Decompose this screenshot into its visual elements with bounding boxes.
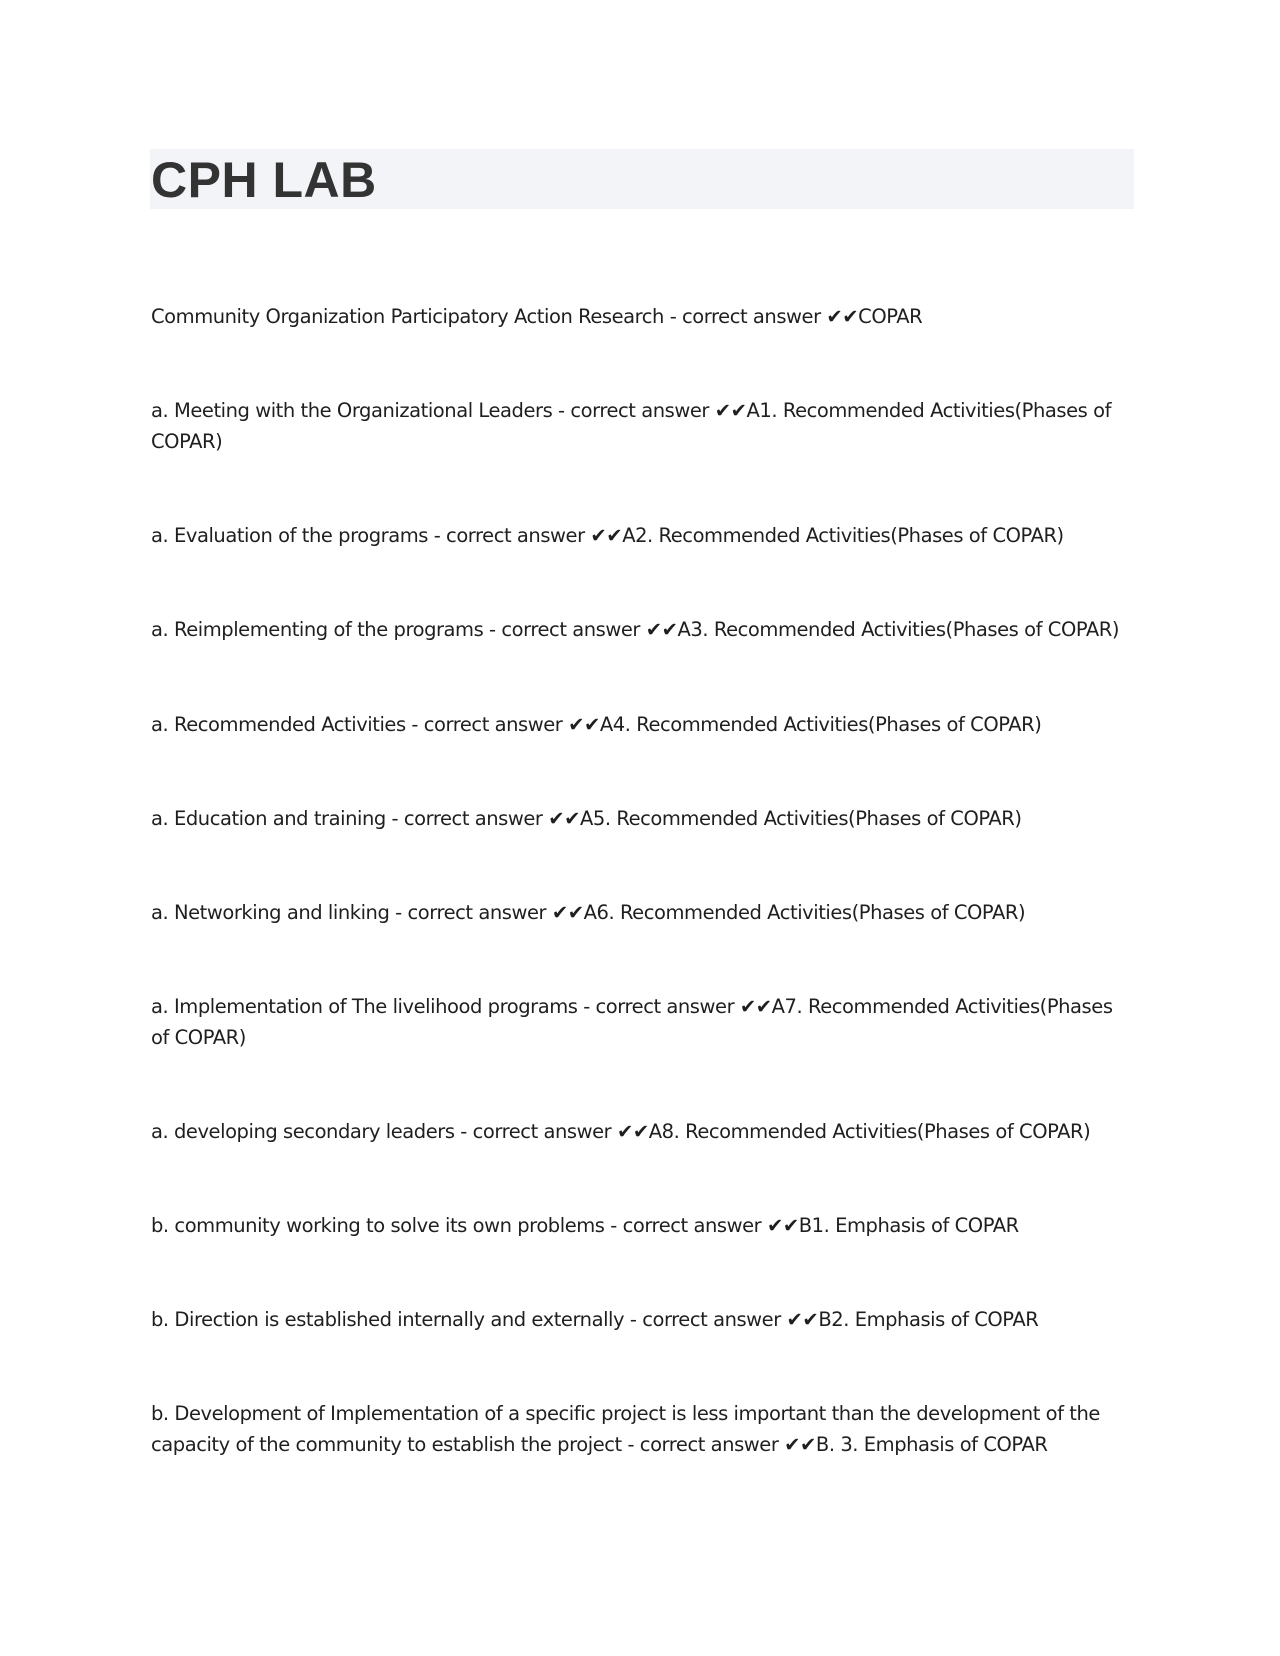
- qa-item: a. Meeting with the Organizational Leaders - correct answer ✔✔A1. Recommended Activities(Phases of COPAR): [151, 399, 1112, 453]
- qa-item: b. Development of Implementation of a specific project is less important than the development of the capacity of the community to establish the project - correct answer ✔✔B. 3. Emphasis of COPAR: [151, 1402, 1100, 1456]
- qa-item: a. developing secondary leaders - correct answer ✔✔A8. Recommended Activities(Phases of COPAR): [151, 1120, 1091, 1143]
- qa-item: a. Recommended Activities - correct answer ✔✔A4. Recommended Activities(Phases of COPAR): [151, 713, 1042, 736]
- qa-item: a. Networking and linking - correct answer ✔✔A6. Recommended Activities(Phases of COPAR): [151, 901, 1026, 924]
- page-title: CPH LAB: [151, 152, 377, 208]
- qa-item: a. Education and training - correct answer ✔✔A5. Recommended Activities(Phases of COPAR): [151, 807, 1022, 830]
- qa-item: b. Direction is established internally and externally - correct answer ✔✔B2. Emphasis of COPAR: [151, 1308, 1039, 1331]
- qa-item: Community Organization Participatory Action Research - correct answer ✔✔COPAR: [151, 305, 923, 328]
- qa-item: b. community working to solve its own problems - correct answer ✔✔B1. Emphasis of COPAR: [151, 1214, 1019, 1237]
- qa-item: a. Implementation of The livelihood programs - correct answer ✔✔A7. Recommended Activities(Phases of COPAR): [151, 995, 1113, 1049]
- qa-item: a. Reimplementing of the programs - correct answer ✔✔A3. Recommended Activities(Phases of COPAR): [151, 618, 1120, 641]
- qa-item: a. Evaluation of the programs - correct answer ✔✔A2. Recommended Activities(Phases of COPAR): [151, 524, 1064, 547]
